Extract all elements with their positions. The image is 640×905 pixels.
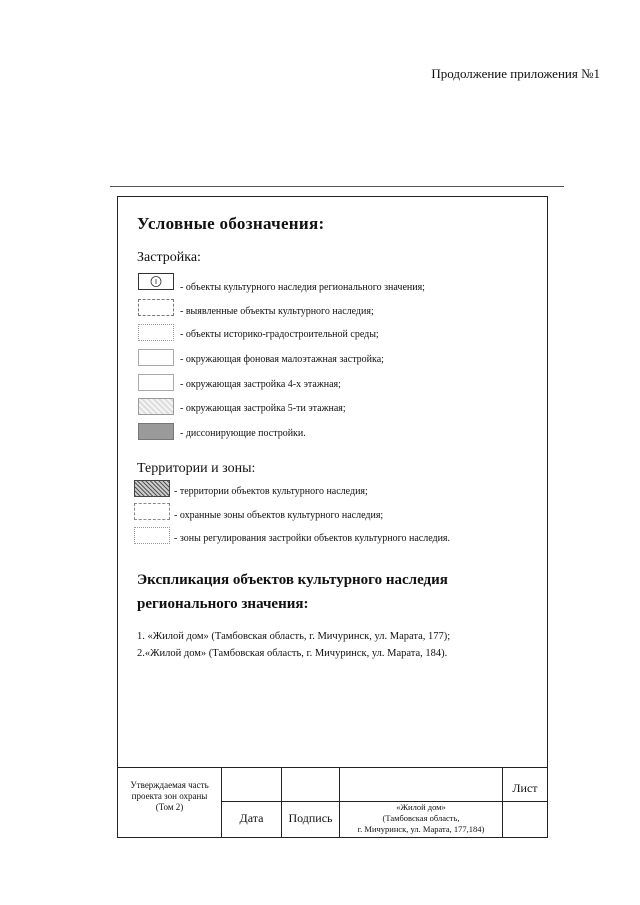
legend-item-label: - окружающая застройка 5-ти этажная; (180, 403, 346, 414)
heritage-territory-icon (134, 480, 170, 497)
buildings-heading: Застройка: (137, 250, 201, 265)
stamp-object-line2: (Тамбовская область, (382, 813, 460, 823)
legend-item-label: - выявленные объекты культурного наследия; (180, 306, 374, 317)
stamp-signature-label: Подпись (288, 811, 333, 825)
legend-item-label: - окружающая фоновая малоэтажная застройка; (180, 354, 384, 365)
explication-item: 1. «Жилой дом» (Тамбовская область, г. Мичуринск, ул. Марата, 177); (137, 631, 451, 642)
legend-item-label: - территории объектов культурного наследия; (174, 486, 368, 497)
legend-item-label: - окружающая застройка 4-х этажная; (180, 379, 341, 390)
top-rule (110, 186, 564, 187)
legend-item-label: - диссонирующие постройки. (180, 428, 306, 439)
explication-title-line2: регионального значения: (137, 596, 309, 612)
background-low-rise-icon (138, 349, 174, 366)
stamp-date-label: Дата (239, 811, 264, 825)
territories-heading: Территории и зоны: (137, 461, 256, 476)
header-note: Продолжение приложения №1 (431, 66, 600, 81)
stamp-object-line3: г. Мичуринск, ул. Марата, 177,184) (357, 824, 485, 834)
explication-item: 2.«Жилой дом» (Тамбовская область, г. Мичуринск, ул. Марата, 184). (137, 648, 448, 659)
legend-title: Условные обозначения: (137, 214, 325, 233)
dissonant-building-icon (138, 423, 174, 440)
stamp-document-line3: (Том 2) (155, 802, 184, 812)
protection-zone-icon (134, 503, 170, 520)
explication-title-line1: Экспликация объектов культурного наследия (137, 572, 448, 588)
legend-item-label: - объекты историко-градостроительной среды; (180, 329, 379, 340)
heritage-regional-icon (138, 273, 174, 290)
legend-item-label: - зоны регулирования застройки объектов культурного наследия. (174, 533, 451, 544)
five-storey-icon (138, 398, 174, 415)
stamp-document-line2: проекта зон охраны (131, 791, 208, 801)
stamp-empty-cell (281, 767, 340, 802)
identified-heritage-icon (138, 299, 174, 316)
stamp-object-line1: «Жилой дом» (396, 802, 446, 812)
legend-item-label: - объекты культурного наследия регионального значения; (180, 282, 425, 293)
stamp-document-line1: Утверждаемая часть (130, 780, 209, 790)
building-regulation-zone-icon (134, 527, 170, 544)
stamp-sheet-label: Лист (512, 781, 538, 795)
stamp-empty-cell (221, 767, 282, 802)
historic-urban-environment-icon (138, 324, 174, 341)
stamp-sheet-number-cell (502, 801, 548, 838)
stamp-empty-cell (339, 767, 503, 802)
four-storey-icon (138, 374, 174, 391)
legend-item-label: - охранные зоны объектов культурного наследия; (174, 510, 384, 521)
